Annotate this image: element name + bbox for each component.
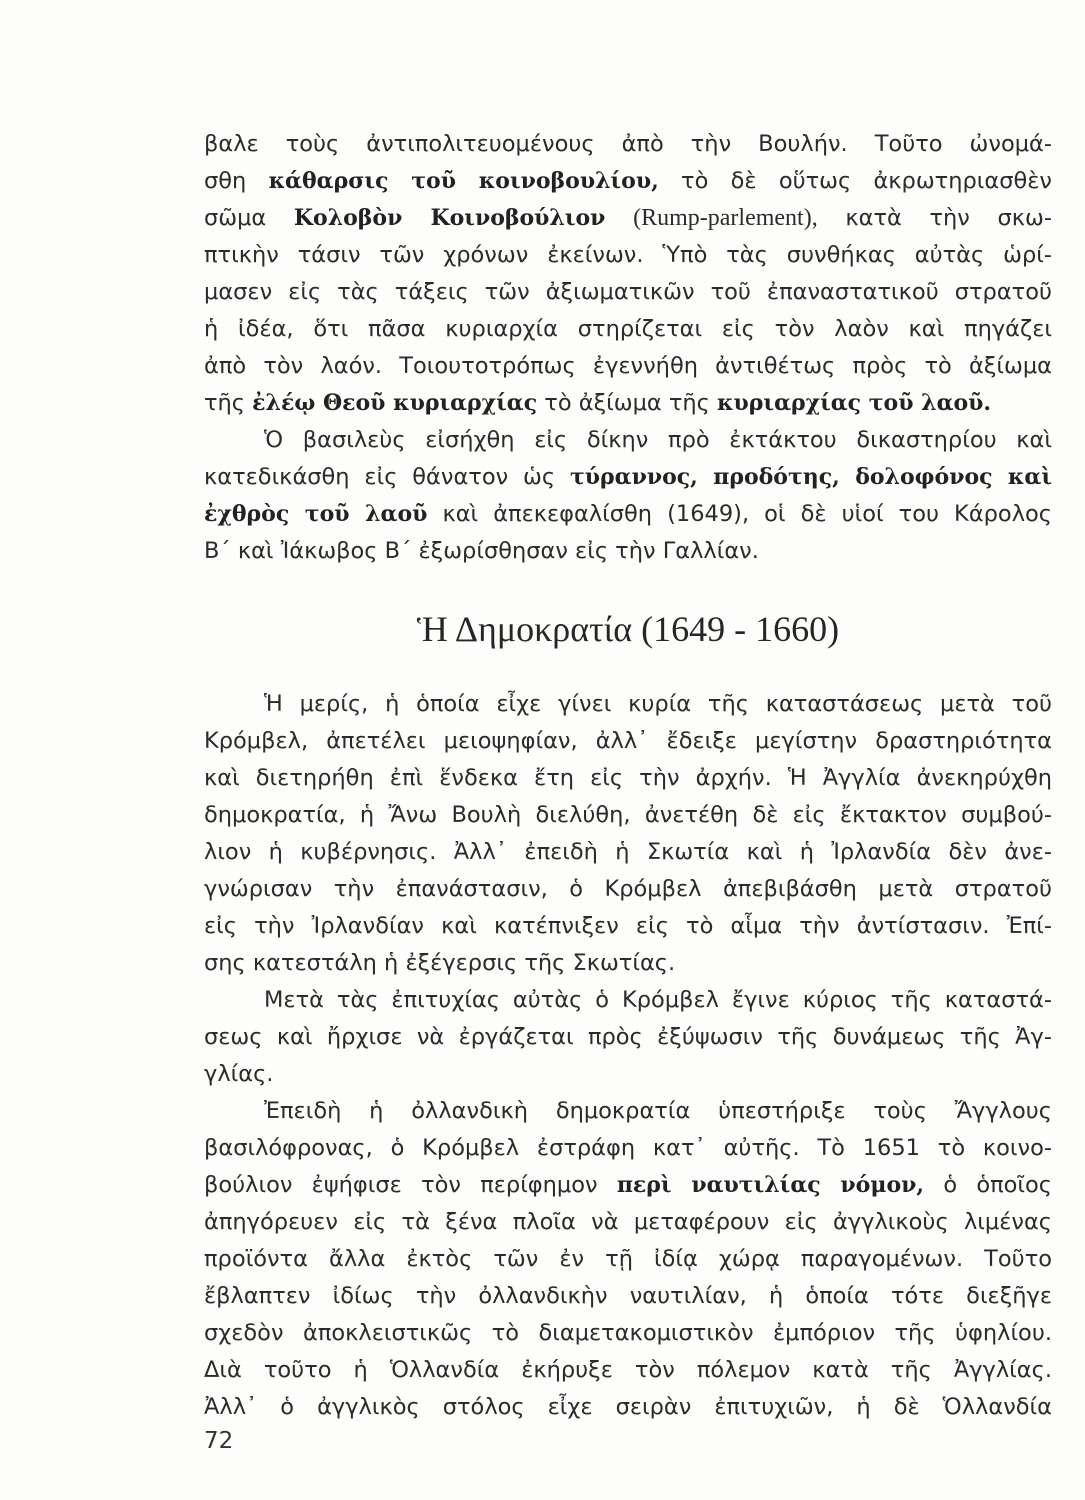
text-run: σεως καὶ ἤρχισε νὰ ἐργάζεται πρὸς ἐξύψωσιν τῆς δυνάμεως τῆς Ἀγ- [204,1024,1052,1050]
text-line [204,533,1052,570]
bold-term: περὶ ναυτιλίας νόμον, [616,1172,925,1198]
text-line [204,760,1052,797]
text-line [204,311,1052,348]
text-run: σης κατεστάλη ἡ ἐξέγερσις τῆς Σκωτίας. [204,950,676,976]
bold-term: ἐχθρὸς τοῦ λαοῦ [204,501,428,527]
text-run: σῶμα [204,205,294,231]
text-run: καὶ διετηρήθη ἐπὶ ἕνδεκα ἔτη εἰς τὴν ἀρχήν. Ἡ Ἀγγλία ἀνεκηρύχθη [204,765,1052,791]
text-run [605,205,633,231]
page-number: 72 [204,1428,234,1454]
text-line [204,834,1052,871]
text-run: βούλιον ἐψήφισε τὸν περίφημον [204,1172,617,1198]
text-line [204,126,1052,163]
text-line [204,1167,1052,1204]
text-block-bottom [204,686,1052,1426]
text-line [204,1352,1052,1389]
text-line [204,1093,1052,1130]
text-run: Ἀλλ᾿ ὁ ἀγγλικὸς στόλος εἶχε σειρὰν ἐπιτυχιῶν, ἡ δὲ Ὁλλανδία [204,1394,1052,1420]
text-run: ἔβλαπτεν ἰδίως τὴν ὀλλανδικὴν ναυτιλίαν, ἡ ὁποία τότε διεξῆγε [204,1283,1052,1309]
text-line [204,237,1052,274]
bold-term: ἐλέῳ Θεοῦ κυριαρχίας [252,390,538,416]
text-line [204,1389,1052,1426]
text-line [204,686,1052,723]
text-run: καὶ ἀπεκεφαλίσθη (1649), οἱ δὲ υἱοί του Κάρολος [427,501,1052,527]
text-run: Ὁ βασιλεὺς εἰσήχθη εἰς δίκην πρὸ ἐκτάκτου δικαστηρίου καὶ [264,427,1052,453]
text-line [204,1204,1052,1241]
text-run: βαλε τοὺς ἀντιπολιτευομένους ἀπὸ τὴν Βουλήν. Τοῦτο ὠνομά- [204,131,1052,157]
text-line [204,982,1052,1019]
text-run: γνώρισαν τὴν ἐπανάστασιν, ὁ Κρόμβελ ἀπεβιβάσθη μετὰ στρατοῦ [204,876,1052,902]
text-run: κατὰ τὴν σκω- [817,205,1052,231]
text-run: σθη [204,168,269,194]
text-run: Κρόμβελ, ἀπετέλει μειοψηφίαν, ἀλλ᾿ ἔδειξε μεγίστην δραστηριότητα [204,728,1052,754]
text-line [204,459,1052,496]
text-line [204,496,1052,533]
text-run: βασιλόφρονας, ὁ Κρόμβελ ἐστράφη κατ᾿ αὐτῆς. Τὸ 1651 τὸ κοινο- [204,1135,1052,1161]
text-run: τὸ δὲ οὕτως ἀκρωτηριασθὲν [658,168,1052,194]
text-run: δημοκρατία, ἡ Ἄνω Βουλὴ διελύθη, ἀνετέθη δὲ εἰς ἔκτακτον συμβού- [204,802,1052,828]
text-run: σχεδὸν ἀποκλειστικῶς τὸ διαμετακομιστικὸν ἐμπόριον τῆς ὑφηλίου. [204,1320,1052,1346]
latin-term: (Rump-parlement), [633,205,818,231]
text-line [204,1019,1052,1056]
text-run: τὸ ἀξίωμα τῆς [537,390,718,416]
text-run: Ἡ μερίς, ἡ ὁποία εἶχε γίνει κυρία τῆς καταστάσεως μετὰ τοῦ [264,691,1052,717]
bold-term: τύραννος, προδότης, δολοφόνος καὶ [569,464,1052,490]
text-line [204,908,1052,945]
bold-term: κυριαρχίας τοῦ λαοῦ. [717,390,992,416]
text-run: Μετὰ τὰς ἐπιτυχίας αὐτὰς ὁ Κρόμβελ ἔγινε κύριος τῆς καταστά- [264,987,1052,1013]
text-run: λιον ἡ κυβέρνησις. Ἀλλ᾿ ἐπειδὴ ἡ Σκωτία καὶ ἡ Ἰρλανδία δὲν ἀνε- [204,839,1052,865]
text-line [204,1241,1052,1278]
text-block-top [204,126,1052,570]
text-run: ἀπηγόρευεν εἰς τὰ ξένα πλοῖα νὰ μεταφέρουν εἰς ἀγγλικοὺς λιμένας [204,1209,1052,1235]
text-line [204,274,1052,311]
text-run: προϊόντα ἄλλα ἐκτὸς τῶν ἐν τῇ ἰδίᾳ χώρᾳ παραγομένων. Τοῦτο [204,1246,1052,1272]
text-run: Β΄ καὶ Ἰάκωβος Β΄ ἐξωρίσθησαν εἰς τὴν Γαλλίαν. [204,538,759,564]
text-run: κατεδικάσθη εἰς θάνατον ὡς [204,464,570,490]
text-line [204,797,1052,834]
bold-term: Κολοβὸν Κοινοβούλιον [293,205,606,231]
text-run: Διὰ τοῦτο ἡ Ὁλλανδία ἐκήρυξε τὸν πόλεμον κατὰ τῆς Ἀγγλίας. [204,1357,1052,1383]
text-line [204,385,1052,422]
text-run: Ἐπειδὴ ἡ ὀλλανδικὴ δημοκρατία ὑπεστήριξε τοὺς Ἄγγλους [264,1098,1052,1124]
text-line [204,871,1052,908]
text-line [204,945,1052,982]
text-line [204,348,1052,385]
text-run: τῆς [204,390,253,416]
bold-term: κάθαρσις τοῦ κοινοβουλίου, [268,168,659,194]
text-run: εἰς τὴν Ἰρλανδίαν καὶ κατέπνιξεν εἰς τὸ αἷμα τὴν ἀντίστασιν. Ἐπί- [204,913,1052,939]
text-line [204,163,1052,200]
text-line [204,1130,1052,1167]
text-line [204,422,1052,459]
section-heading: Ἡ Δημοκρατία (1649 - 1660) [416,609,840,649]
text-run: πτικὴν τάσιν τῶν χρόνων ἐκείνων. Ὑπὸ τὰς συνθήκας αὐτὰς ὡρί- [204,242,1052,268]
text-line [204,723,1052,760]
text-line [204,200,1052,237]
text-run: ὁ ὁποῖος [924,1172,1053,1198]
text-run: γλίας. [204,1061,274,1087]
text-run: ἡ ἰδέα, ὅτι πᾶσα κυριαρχία στηρίζεται εἰς τὸν λαὸν καὶ πηγάζει [204,316,1052,342]
text-line [204,1315,1052,1352]
text-run: μασεν εἰς τὰς τάξεις τῶν ἀξιωματικῶν τοῦ ἐπαναστατικοῦ στρατοῦ [204,279,1052,305]
text-line [204,1278,1052,1315]
text-run: ἀπὸ τὸν λαόν. Τοιουτοτρόπως ἐγεννήθη ἀντιθέτως πρὸς τὸ ἀξίωμα [204,353,1052,379]
text-line [204,1056,1052,1093]
